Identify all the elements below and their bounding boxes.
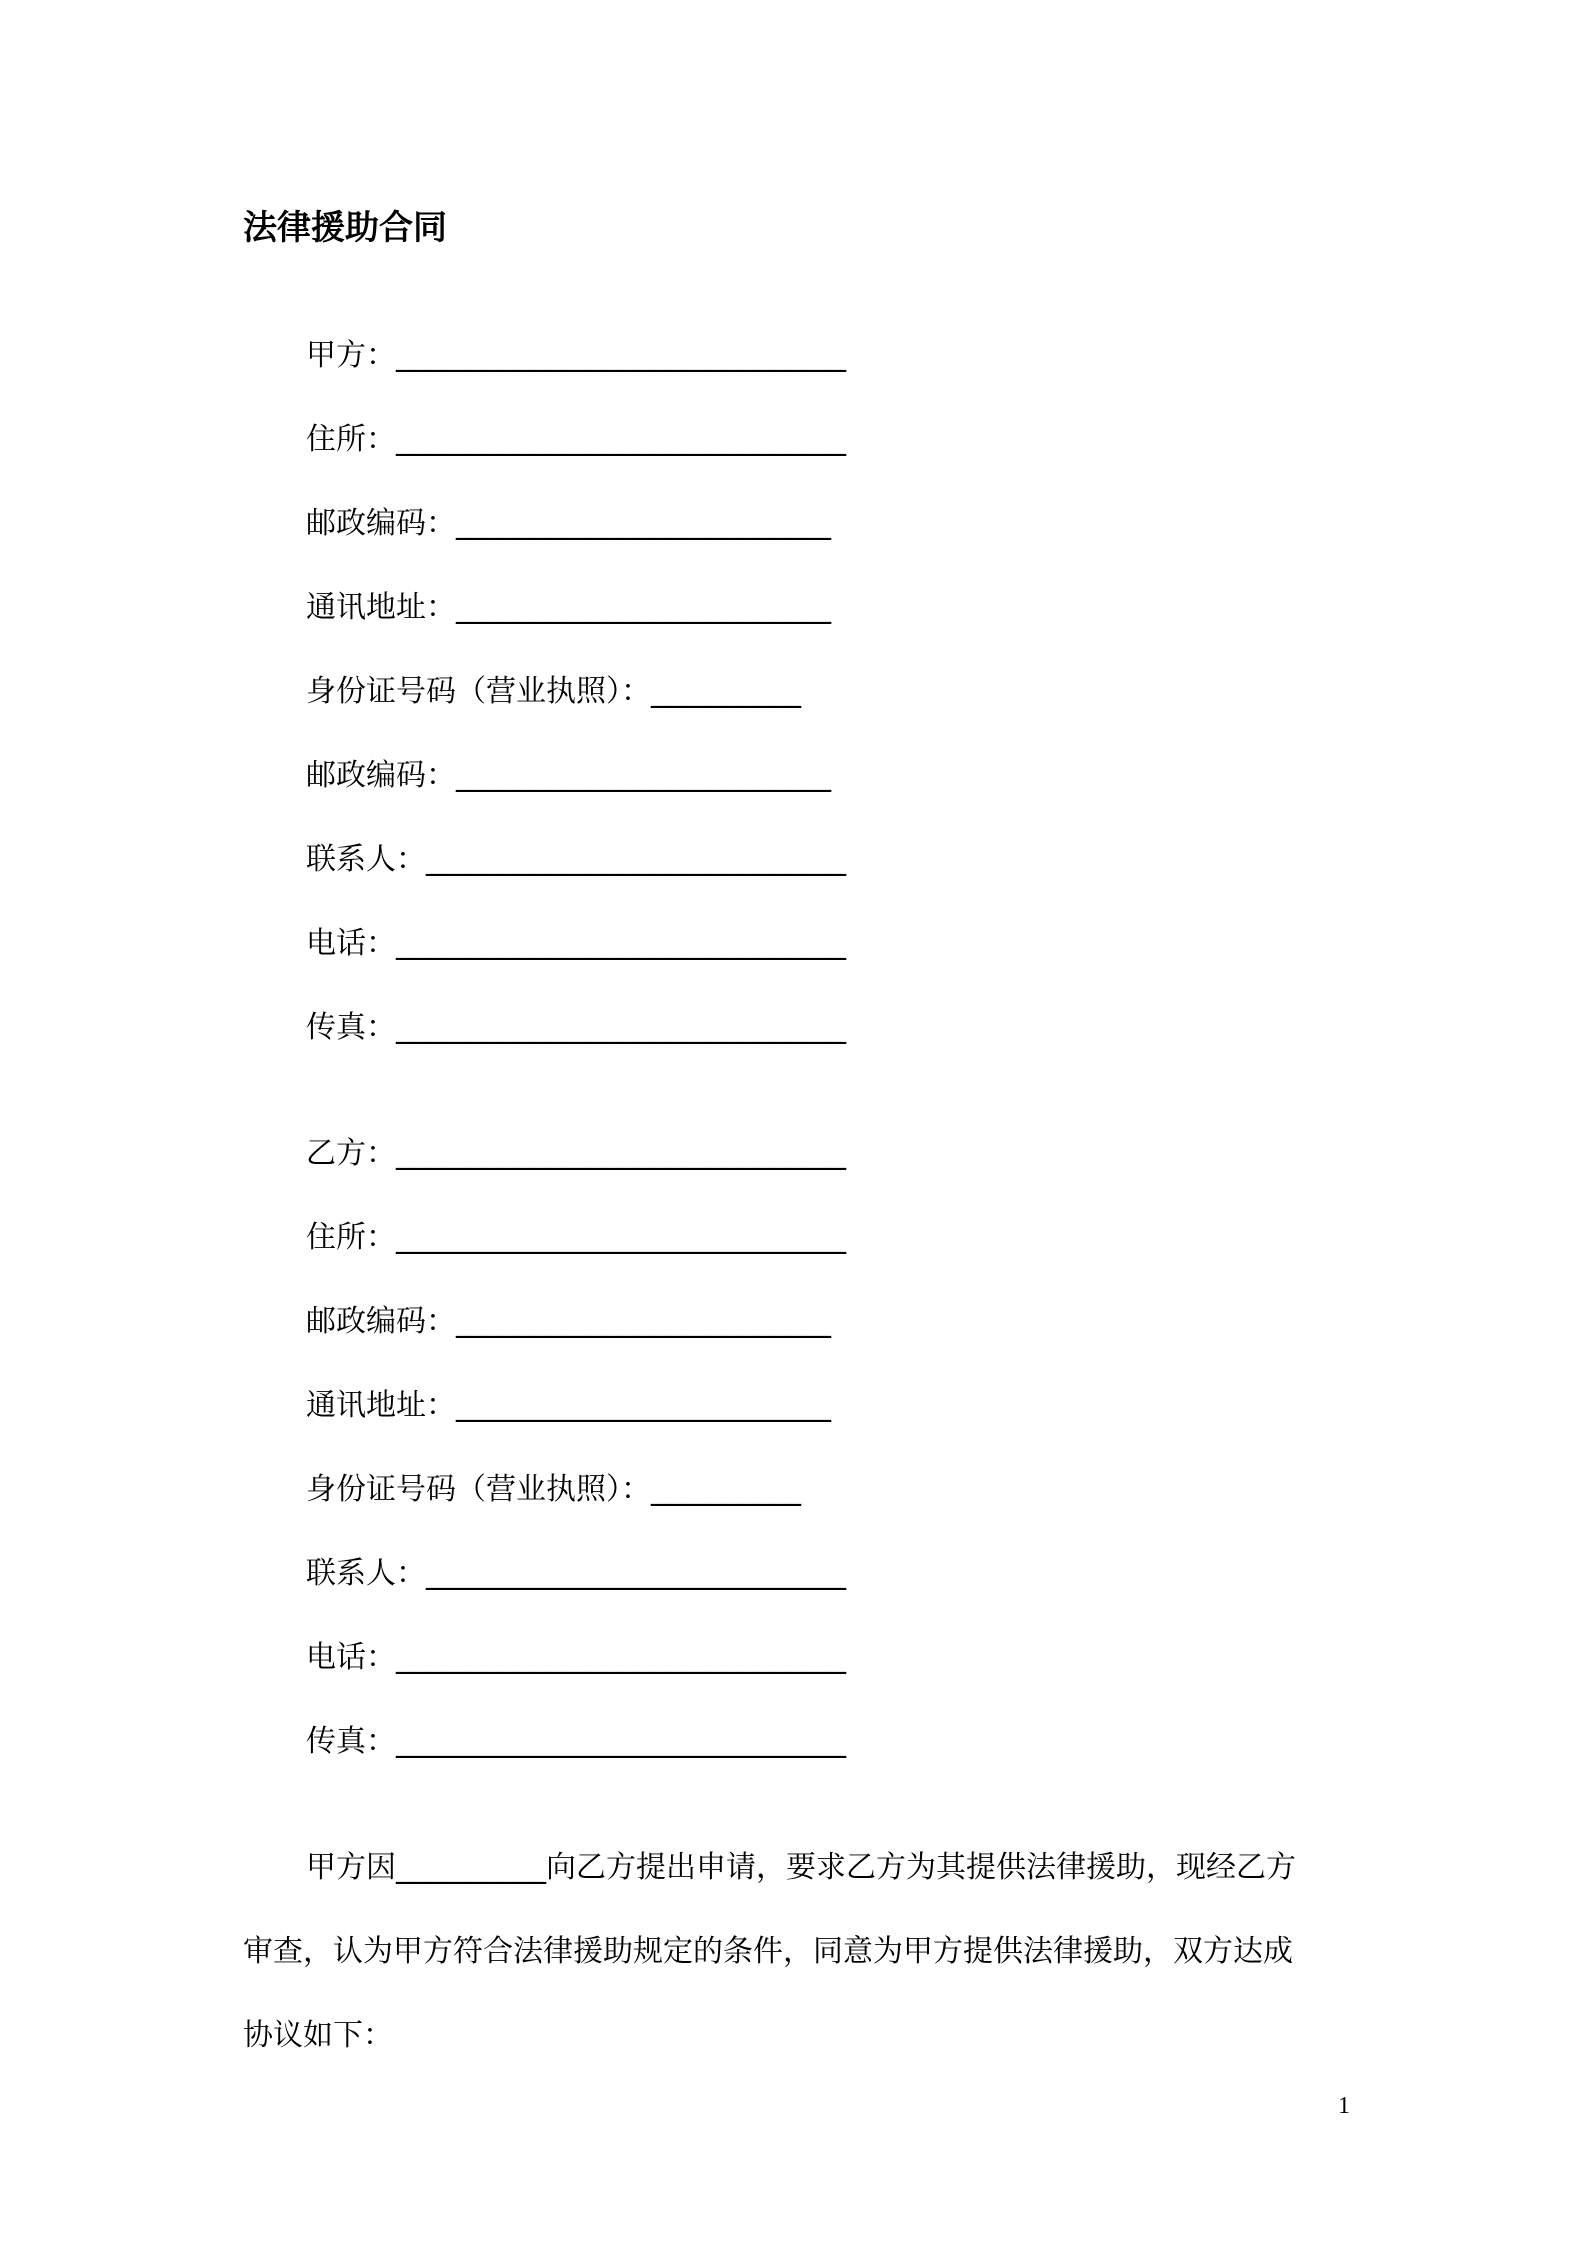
party-a-id-number-field: 身份证号码（营业执照）：__________ bbox=[306, 674, 801, 709]
page-title: 法律援助合同 bbox=[243, 208, 447, 248]
party-b-address-field: 住所：______________________________ bbox=[306, 1220, 846, 1255]
party-b-phone-field: 电话：______________________________ bbox=[306, 1640, 846, 1675]
party-a-postcode-field-2: 邮政编码：_________________________ bbox=[306, 758, 831, 793]
party-a-fax-field: 传真：______________________________ bbox=[306, 1010, 846, 1045]
agreement-paragraph-line-2: 审查，认为甲方符合法律援助规定的条件，同意为甲方提供法律援助，双方达成 bbox=[243, 1934, 1293, 1969]
agreement-paragraph-line-3: 协议如下： bbox=[243, 2018, 393, 2053]
party-b-contact-field: 联系人：____________________________ bbox=[306, 1556, 846, 1591]
party-a-mailing-address-field: 通讯地址：_________________________ bbox=[306, 590, 831, 625]
party-a-name-field: 甲方：______________________________ bbox=[306, 338, 846, 373]
party-a-address-field: 住所：______________________________ bbox=[306, 422, 846, 457]
party-b-name-field: 乙方：______________________________ bbox=[306, 1136, 846, 1171]
party-a-postcode-field: 邮政编码：_________________________ bbox=[306, 506, 831, 541]
party-b-id-number-field: 身份证号码（营业执照）：__________ bbox=[306, 1472, 801, 1507]
page-number: 1 bbox=[1338, 2093, 1350, 2119]
party-b-fax-field: 传真：______________________________ bbox=[306, 1724, 846, 1759]
party-b-mailing-address-field: 通讯地址：_________________________ bbox=[306, 1388, 831, 1423]
party-a-contact-field: 联系人：____________________________ bbox=[306, 842, 846, 877]
party-b-postcode-field: 邮政编码：_________________________ bbox=[306, 1304, 831, 1339]
agreement-paragraph-line-1: 甲方因__________向乙方提出申请，要求乙方为其提供法律援助，现经乙方 bbox=[306, 1850, 1296, 1885]
party-a-phone-field: 电话：______________________________ bbox=[306, 926, 846, 961]
